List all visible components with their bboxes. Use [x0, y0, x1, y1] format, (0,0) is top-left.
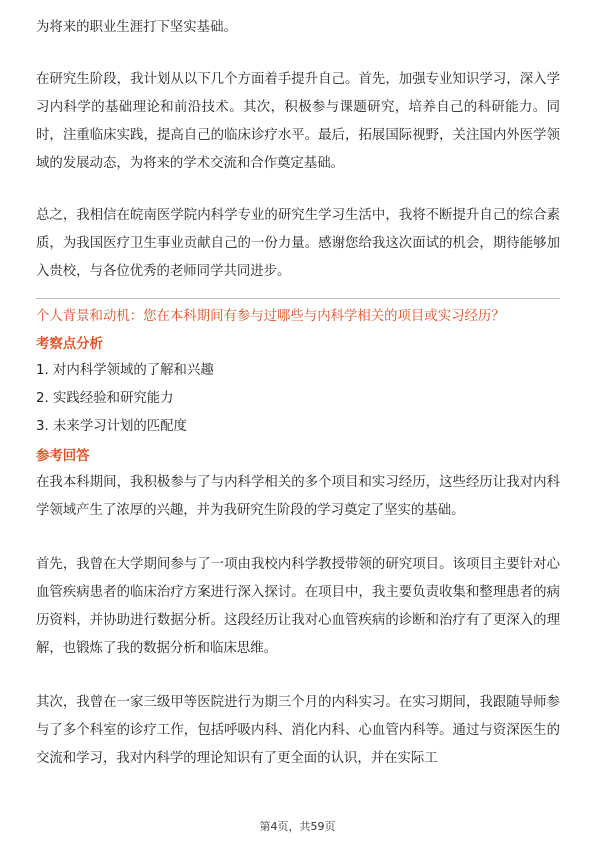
analysis-heading: 考察点分析 [36, 337, 103, 352]
intro-paragraph-1: 为将来的职业生涯打下坚实基础。 [36, 20, 237, 35]
answer-paragraph-1: 在我本科期间，我积极参与了与内科学相关的多个项目和实习经历，这些经历让我对内科学领域产生了浓厚的兴趣，并为我研究生阶段的学习奠定了坚实的基础。 [36, 475, 560, 518]
interview-question: 个人背景和动机：您在本科期间有参与过哪些与内科学相关的项目或实习经历？ [36, 309, 505, 324]
intro-paragraph-3: 总之，我相信在皖南医学院内科学专业的研究生学习生活中，我将不断提升自己的综合素质，为我国医疗卫生事业贡献自己的一份力量。感谢您给我这次面试的机会，期待能够加入贵校，与各位优秀的老师同学共同进步。 [36, 208, 560, 279]
analysis-item-2: 2. 实践经验和研究能力 [36, 391, 174, 406]
answer-paragraph-3: 其次，我曾在一家三级甲等医院进行为期三个月的内科实习。在实习期间，我跟随导师参与了多个科室的诊疗工作，包括呼吸内科、消化内科、心血管内科等。通过与资深医生的交流和学习，我对内科学的理论知识有了更全面的认识，并在实际工 [36, 695, 560, 766]
analysis-item-3: 3. 未来学习计划的匹配度 [36, 419, 187, 434]
section-divider [36, 298, 560, 299]
analysis-item-1: 1. 对内科学领域的了解和兴趣 [36, 363, 214, 378]
document-page [36, 14, 560, 773]
intro-paragraph-2: 在研究生阶段，我计划从以下几个方面着手提升自己。首先，加强专业知识学习，深入学习内科学的基础理论和前沿技术。其次，积极参与课题研究，培养自己的科研能力。同时，注重临床实践，提高自己的临床诊疗水平。最后，拓展国际视野，关注国内外医学领域的发展动态，为将来的学术交流和合作奠定基础。 [36, 72, 560, 171]
answer-heading: 参考回答 [36, 449, 90, 464]
page-number-footer: 第4页，共59页 [259, 820, 336, 833]
answer-paragraph-2: 首先，我曾在大学期间参与了一项由我校内科学教授带领的研究项目。该项目主要针对心血管疾病患者的临床治疗方案进行深入探讨。在项目中，我主要负责收集和整理患者的病历资料，并协助进行数据分析。这段经历让我对心血管疾病的诊断和治疗有了更深入的理解，也锻炼了我的数据分析和临床思维。 [36, 557, 560, 656]
